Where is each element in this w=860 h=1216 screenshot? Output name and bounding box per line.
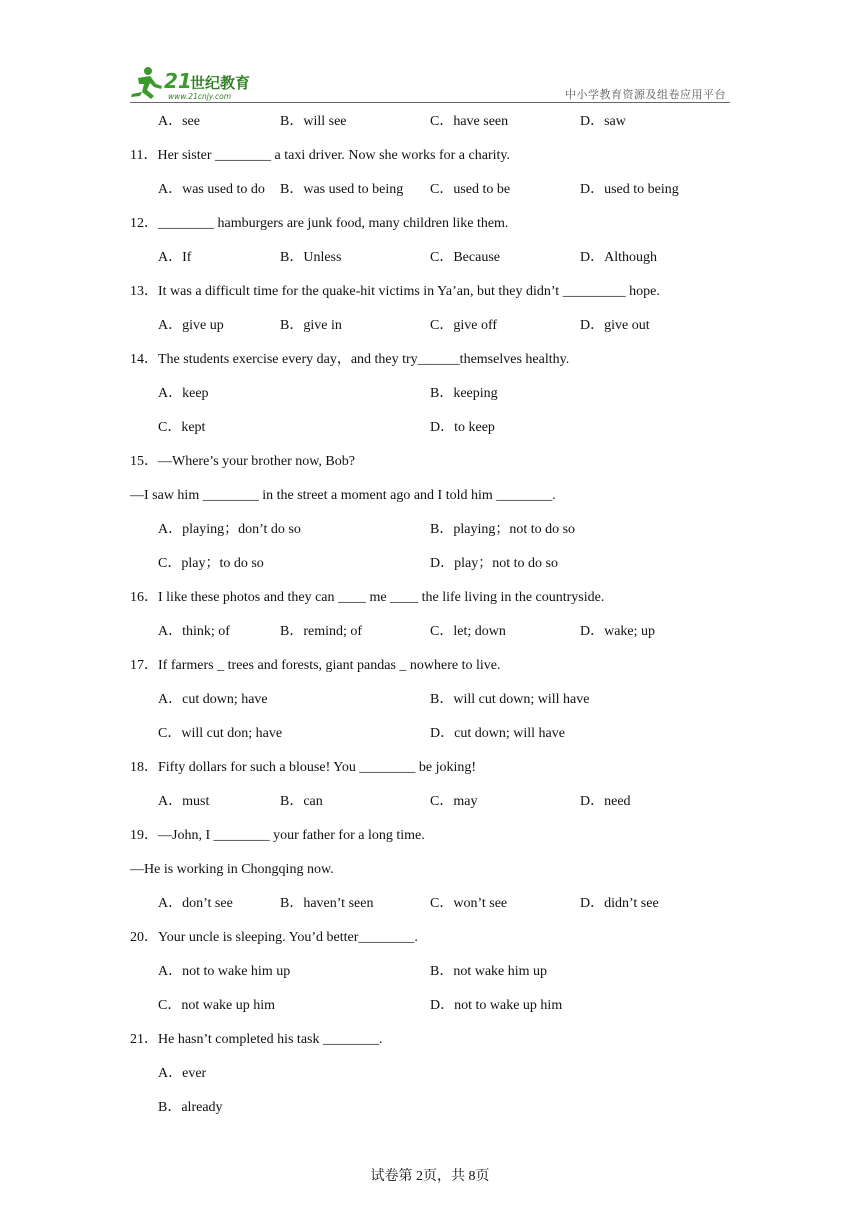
answer-option: C．have seen: [430, 114, 509, 129]
answer-options: [130, 992, 730, 1026]
answer-options: [130, 618, 730, 652]
answer-option: B．keeping: [430, 386, 498, 401]
answer-option: C．used to be: [430, 182, 511, 197]
answer-option: C．will cut don; have: [158, 726, 283, 741]
header-rule: [130, 102, 730, 103]
answer-option: A．playing；don’t do so: [158, 522, 301, 537]
answer-option: B．will see: [280, 114, 347, 129]
svg-text:世纪教育: 世纪教育: [190, 74, 251, 92]
answer-options: [130, 414, 730, 448]
answer-option: D．cut down; will have: [430, 726, 565, 741]
answer-option: D．to keep: [430, 420, 495, 435]
question-stem: 12．________ hamburgers are junk food, many children like them.: [130, 216, 509, 231]
answer-option: D．didn’t see: [580, 896, 659, 911]
answer-option: B．haven’t seen: [280, 896, 374, 911]
runner-icon: [131, 67, 162, 99]
answer-options: [130, 788, 730, 822]
answer-options: [130, 686, 730, 720]
answer-options: [130, 516, 730, 550]
answer-options: [130, 108, 730, 142]
answer-option: B．playing；not to do so: [430, 522, 576, 537]
answer-options: [130, 890, 730, 924]
answer-option: B．give in: [280, 318, 342, 333]
svg-text:21: 21: [164, 69, 192, 93]
question-stem: 18．Fifty dollars for such a blouse! You ________ be joking!: [130, 760, 477, 775]
answer-option: D．play；not to do so: [430, 556, 558, 571]
answer-option: D．Although: [580, 250, 657, 265]
question-stem: 13．It was a difficult time for the quake-hit victims in Ya’an, but they didn’t _________ hope.: [130, 284, 660, 299]
answer-options: [130, 244, 730, 278]
answer-options: [130, 1094, 730, 1128]
answer-options: [130, 720, 730, 754]
answer-option: C．may: [430, 794, 478, 809]
answer-option: A．see: [158, 114, 200, 129]
question-stem: 19．—John, I ________ your father for a long time.: [130, 828, 425, 843]
answer-option: A．ever: [158, 1066, 207, 1081]
answer-options: [130, 176, 730, 210]
question-stem: 15．—Where’s your brother now, Bob?: [130, 454, 355, 469]
answer-option: B．already: [158, 1100, 223, 1115]
answer-option: A．cut down; have: [158, 692, 268, 707]
question-stem: 16．I like these photos and they can ____ me ____ the life living in the countryside.: [130, 590, 605, 605]
answer-option: B．was used to being: [280, 182, 404, 197]
svg-text:www.21cnjy.com: www.21cnjy.com: [168, 92, 232, 101]
answer-option: A．don’t see: [158, 896, 233, 911]
answer-option: D．give out: [580, 318, 650, 333]
answer-option: C．give off: [430, 318, 498, 333]
answer-option: D．wake; up: [580, 624, 656, 639]
question-stem: —I saw him ________ in the street a moment ago and I told him ________.: [130, 488, 556, 503]
answer-option: B．not wake him up: [430, 964, 548, 979]
answer-option: B．Unless: [280, 250, 342, 265]
answer-options: [130, 312, 730, 346]
question-stem: 17．If farmers _ trees and forests, giant pandas _ nowhere to live.: [130, 658, 501, 673]
page-header: [128, 62, 730, 104]
answer-options: [130, 550, 730, 584]
answer-option: C．kept: [158, 420, 206, 435]
question-stem: 21．He hasn’t completed his task ________.: [130, 1032, 383, 1047]
question-stem: 11．Her sister ________ a taxi driver. Now she works for a charity.: [130, 148, 510, 163]
answer-option: B．remind; of: [280, 624, 363, 639]
page-footer: 试卷第 2页，共 8页: [370, 1169, 490, 1184]
answer-options: [130, 1060, 730, 1094]
platform-tagline: 中小学教育资源及组卷应用平台: [565, 88, 726, 101]
answer-option: A．was used to do: [158, 182, 265, 197]
answer-option: A．give up: [158, 318, 224, 333]
answer-option: D．used to being: [580, 182, 679, 197]
answer-option: B．can: [280, 794, 323, 809]
answer-option: C．Because: [430, 250, 500, 265]
question-stem: 20．Your uncle is sleeping. You’d better________.: [130, 930, 418, 945]
answer-option: D．saw: [580, 114, 626, 129]
answer-option: A．If: [158, 250, 192, 265]
question-list: [130, 108, 730, 1128]
answer-option: A．think; of: [158, 624, 230, 639]
site-logo: [128, 64, 278, 102]
answer-option: C．won’t see: [430, 896, 508, 911]
answer-option: C．not wake up him: [158, 998, 276, 1013]
answer-options: [130, 380, 730, 414]
answer-option: C．let; down: [430, 624, 506, 639]
answer-option: A．not to wake him up: [158, 964, 291, 979]
answer-option: D．need: [580, 794, 631, 809]
answer-option: C．play；to do so: [158, 556, 264, 571]
answer-option: B．will cut down; will have: [430, 692, 590, 707]
answer-options: [130, 958, 730, 992]
question-stem: 14．The students exercise every day，and they try______themselves healthy.: [130, 352, 570, 367]
question-stem: —He is working in Chongqing now.: [130, 862, 334, 877]
answer-option: A．must: [158, 794, 210, 809]
answer-option: A．keep: [158, 386, 209, 401]
answer-option: D．not to wake up him: [430, 998, 563, 1013]
